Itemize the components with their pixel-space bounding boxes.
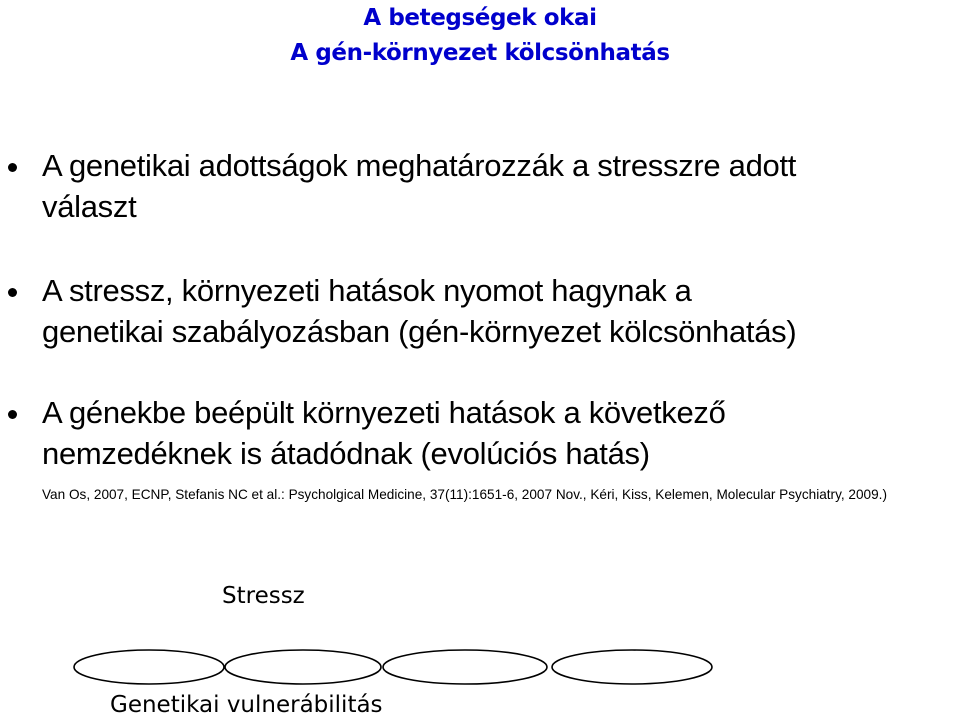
- bullet-3-line1: A génekbe beépült környezeti hatások a következő: [42, 395, 726, 430]
- slide-title-line2: A gén-környezet kölcsönhatás: [290, 40, 670, 66]
- slide-title-line1: A betegségek okai: [363, 5, 597, 31]
- bullet-text-1: [42, 145, 952, 227]
- bullet-1-line1: A genetikai adottságok meghatározzák a stresszre adott: [42, 148, 797, 183]
- diagram-bottom-label: Genetikai vulnerábilitás: [110, 692, 383, 718]
- bullet-text-3: [42, 392, 952, 474]
- diagram-ellipse-1: [74, 650, 224, 684]
- bullet-2-line1: A stressz, környezeti hatások nyomot hagynak a: [42, 273, 692, 308]
- bullet-dot-icon: [8, 410, 17, 419]
- bullet-dot-icon: [8, 288, 17, 297]
- bullet-2-line2: genetikai szabályozásban (gén-környezet kölcsönhatás): [42, 314, 797, 349]
- reference-citation: Van Os, 2007, ECNP, Stefanis NC et al.: Psycholgical Medicine, 37(11):1651-6, 2007 Nov., Kéri, Kiss, Kelemen, Molecular Psychiatry, 2009.): [42, 487, 887, 502]
- bullet-3-line2: nemzedéknek is átadódnak (evolúciós hatás): [42, 436, 650, 471]
- bullet-dot-icon: [8, 163, 17, 172]
- diagram-ellipse-3: [383, 650, 547, 684]
- diagram-ellipse-4: [552, 650, 712, 684]
- diagram-top-label: Stressz: [222, 583, 305, 609]
- bullet-text-2: [42, 270, 952, 352]
- diagram-ellipse-2: [225, 650, 381, 684]
- bullet-1-line2: választ: [42, 189, 137, 224]
